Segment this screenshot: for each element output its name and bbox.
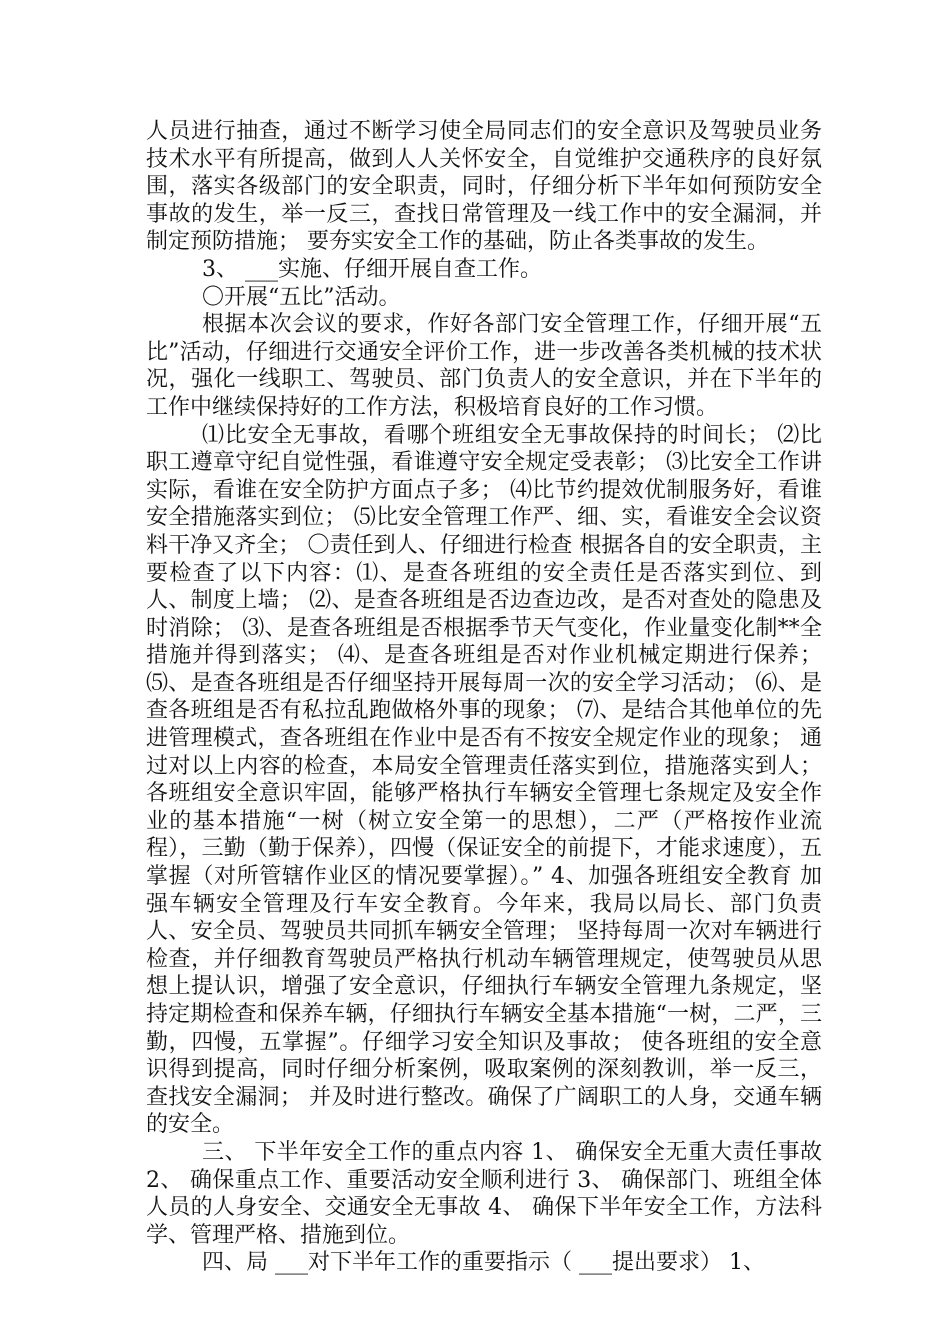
document-page bbox=[146, 118, 822, 1277]
paragraph-1: 人员进行抽查，通过不断学习使全局同志们的安全意识及驾驶员业务技术水平有所提高，做到人人关怀安全，自觉维护交通秩序的良好氛围，落实各级部门的安全职责，同时，仔细分析下半年如何预防安全事故的发生，举一反三，查找日常管理及一线工作中的安全漏洞，并制定预防措施； 要夯实安全工作的基础，防止各类事故的发生。 bbox=[146, 119, 822, 255]
paragraph-2: 3、 ___实施、仔细开展自查工作。 bbox=[202, 256, 542, 282]
paragraph-3: 〇开展“五比”活动。 bbox=[202, 284, 401, 310]
paragraph-6: 三、 下半年安全工作的重点内容 1、 确保安全无重大责任事故 2、 确保重点工作、重要活动安全顺利进行 3、 确保部门、班组全体人员的人身安全、交通安全无事故 4、 确保下半年安全工作，方法科学、管理严格、措施到位。 bbox=[146, 1139, 822, 1248]
paragraph-5: ⑴比安全无事故，看哪个班组安全无事故保持的时间长； ⑵比职工遵章守纪自觉性强，看谁遵守安全规定受表彰； ⑶比安全工作讲实际，看谁在安全防护方面点子多； ⑷比节约提效优制服务好，看谁安全措施落实到位； ⑸比安全管理工作严、细、实，看谁安全会议资料干净又齐全； 〇责任到人、仔细进行检查 根据各自的安全职责，主要检查了以下内容：⑴、是查各班组的安全责任是否落实到位、到人、制度上墙； ⑵、是查各班组是否边查边改，是否对查处的隐患及时消除； ⑶、是查各班组是否根据季节天气变化，作业量变化制**全措施并得到落实； ⑷、是查各班组是否对作业机械定期进行保养； ⑸、是查各班组是否仔细坚持开展每周一次的安全学习活动； ⑹、是查各班组是否有私拉乱跑做格外事的现象； ⑺、是结合其他单位的先进管理模式，查各班组在作业中是否有不按安全规定作业的现象； 通过对以上内容的检查，本局安全管理责任落实到位，措施落实到人； 各班组安全意识牢固，能够严格执行车辆安全管理七条规定及安全作业的基本措施“一树（树立安全第一的思想），二严（严格按作业流程），三勤（勤于保养），四慢（保证安全的前提下，才能求速度），五掌握（对所管辖作业区的情况要掌握）。” 4、加强各班组安全教育 加强车辆安全管理及行车安全教育。今年来，我局以局长、部门负责人、安全员、驾驶员共同抓车辆安全管理； 坚持每周一次对车辆进行检查，并仔细教育驾驶员严格执行机动车辆管理规定，使驾驶员从思想上提认识，增强了安全意识，仔细执行车辆安全管理九条规定，坚持定期检查和保养车辆，仔细执行车辆安全基本措施“一树，二严，三勤，四慢，五掌握”。仔细学习安全知识及事故； 使各班组的安全意识得到提高，同时仔细分析案例，吸取案例的深刻教训，举一反三，查找安全漏洞； 并及时进行整改。确保了广阔职工的人身，交通车辆的安全。 bbox=[146, 422, 822, 1138]
paragraph-7: 四、局 ___对下半年工作的重要指示（ ___提出要求） 1、 bbox=[202, 1250, 765, 1276]
paragraph-4: 根据本次会议的要求，作好各部门安全管理工作，仔细开展“五比”活动，仔细进行交通安全评价工作，进一步改善各类机械的技术状况，强化一线职工、驾驶员、部门负责人的安全意识，并在下半年的工作中继续保持好的工作方法，积极培育良好的工作习惯。 bbox=[146, 312, 822, 420]
